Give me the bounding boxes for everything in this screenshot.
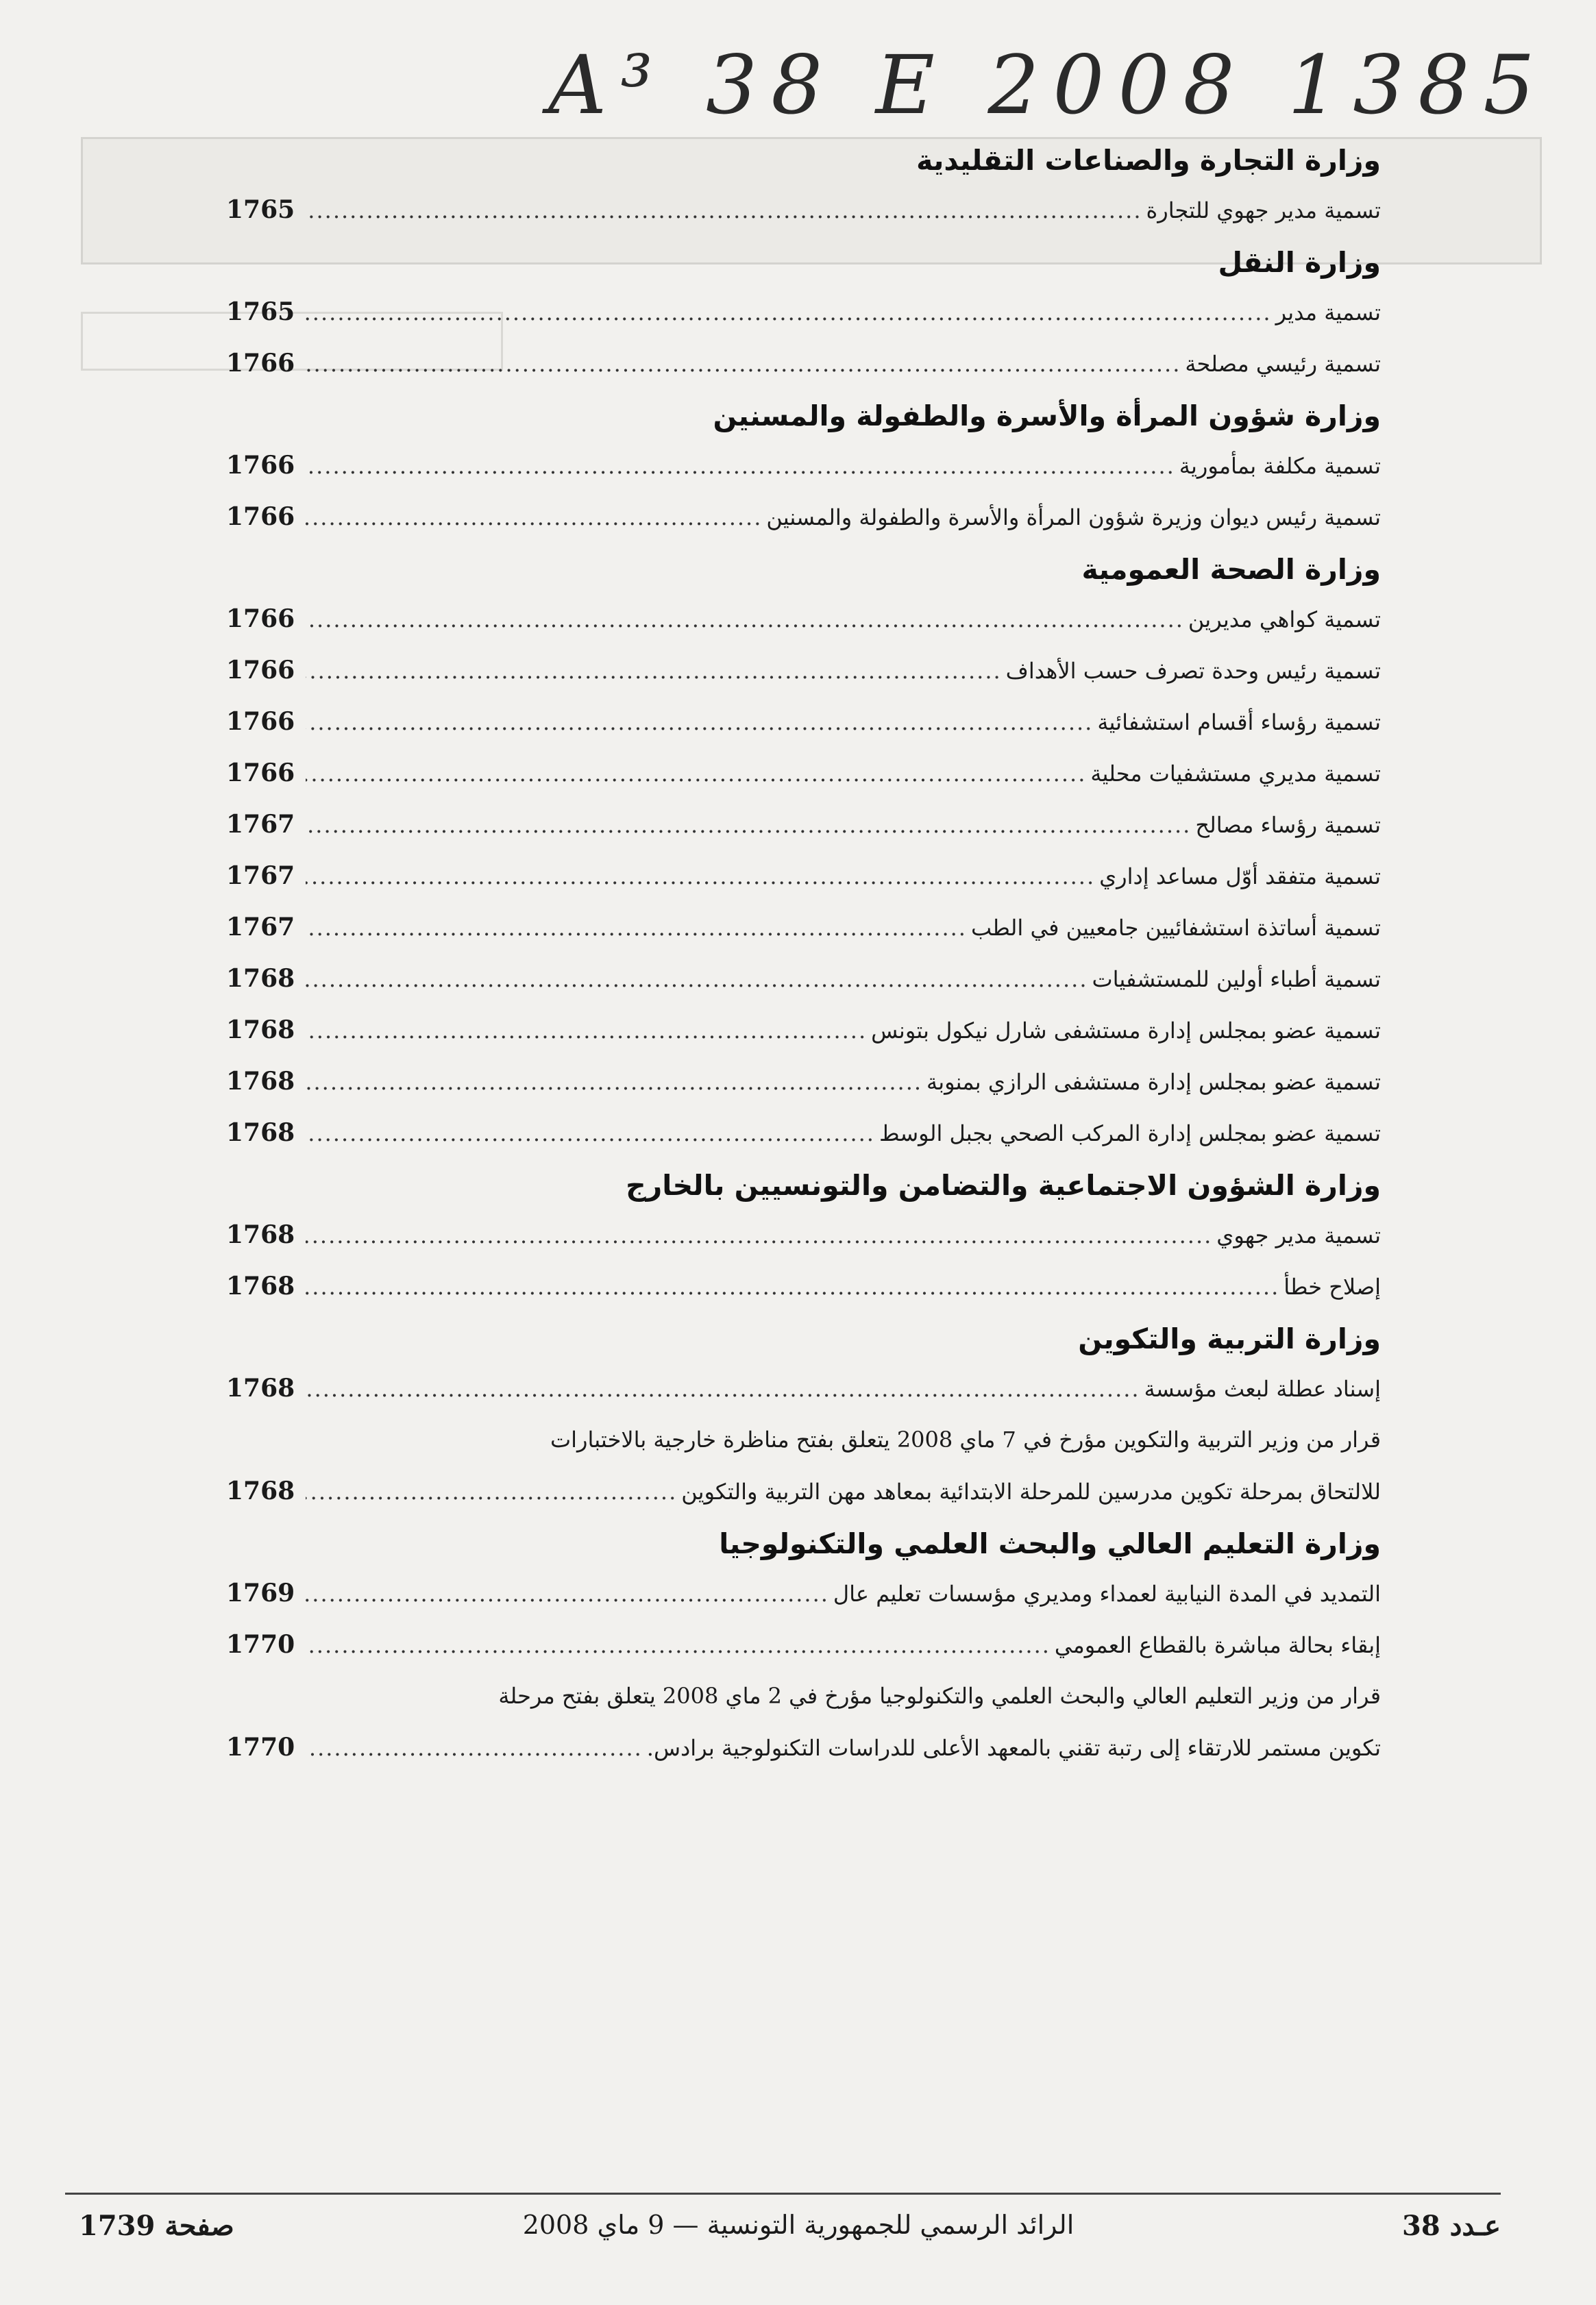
ministry-heading: وزارة التعليم العالي والبحث العلمي والتكنولوجيا — [719, 1527, 1381, 1560]
entry-page-number: 1768 — [226, 964, 295, 993]
journal-title: الرائد الرسمي للجمهورية التونسية — 9 ماي 2008 — [522, 2210, 1075, 2240]
toc-entry[interactable] — [226, 1209, 1381, 1261]
entry-title: تسمية رؤساء مصالح — [1195, 812, 1381, 838]
entry-title: إبقاء بحالة مباشرة بالقطاع العمومي — [1054, 1632, 1381, 1658]
toc-entry[interactable] — [226, 748, 1381, 799]
dot-leader — [306, 594, 1184, 645]
handwritten-note: A³ 38 E 2008 1385 — [548, 38, 1549, 132]
ministry-heading: وزارة الشؤون الاجتماعية والتضامن والتونسيين بالخارج — [626, 1169, 1381, 1202]
toc-entry[interactable] — [226, 1619, 1381, 1671]
page-footer — [65, 2193, 1501, 2242]
entry-title: تسمية مدير — [1275, 299, 1381, 325]
toc-entry[interactable] — [226, 491, 1381, 543]
dot-leader — [306, 1261, 1279, 1313]
entry-title: تسمية عضو بمجلس إدارة مستشفى شارل نيكول بتونس — [871, 1018, 1381, 1044]
dot-leader — [306, 1723, 643, 1774]
entry-title: تسمية متفقد أوّل مساعد إداري — [1099, 863, 1381, 889]
entry-page-number: 1767 — [226, 913, 295, 941]
dot-leader — [306, 800, 1191, 851]
entry-title: تسمية كواهي مديرين — [1188, 606, 1381, 632]
toc-entry[interactable] — [226, 338, 1381, 389]
entry-page-number: 1768 — [226, 1015, 295, 1044]
ministry-heading: وزارة التجارة والصناعات التقليدية — [916, 144, 1381, 177]
ministry-heading: وزارة الصحة العمومية — [1081, 553, 1381, 586]
page-number: صفحة 1739 — [79, 2210, 234, 2242]
toc-entry[interactable] — [226, 593, 1381, 645]
entry-page-number: 1766 — [226, 707, 295, 736]
toc-entry[interactable] — [226, 184, 1381, 236]
toc-entry[interactable] — [226, 696, 1381, 748]
toc-entry[interactable] — [226, 1004, 1381, 1056]
dot-leader — [306, 697, 1093, 748]
entry-page-number: 1767 — [226, 861, 295, 890]
entry-page-number: 1767 — [226, 810, 295, 839]
entry-title: تسمية مكلفة بمأمورية — [1179, 453, 1381, 479]
entry-title: تسمية عضو بمجلس إدارة مستشفى الرازي بمنوبة — [926, 1069, 1381, 1095]
ministry-heading: وزارة النقل — [1218, 246, 1381, 279]
entry-page-number: 1768 — [226, 1118, 295, 1147]
ministry-heading: وزارة شؤون المرأة والأسرة والطفولة والمسنين — [713, 399, 1381, 432]
dot-leader — [306, 287, 1272, 338]
entry-title: تسمية أساتذة استشفائيين جامعيين في الطب — [970, 915, 1381, 941]
entry-page-number: 1768 — [226, 1272, 295, 1301]
entry-title: تسمية مديري مستشفيات محلية — [1090, 761, 1381, 787]
entry-title: تسمية مدير جهوي — [1216, 1222, 1381, 1248]
dot-leader — [306, 851, 1095, 902]
dot-leader — [306, 441, 1175, 492]
entry-page-number: 1768 — [226, 1220, 295, 1249]
entry-page-number: 1768 — [226, 1374, 295, 1403]
dot-leader — [306, 1108, 875, 1159]
entry-page-number: 1766 — [226, 349, 295, 378]
dot-leader — [306, 1210, 1212, 1261]
toc-entry[interactable] — [226, 1056, 1381, 1107]
entry-page-number: 1765 — [226, 297, 295, 326]
entry-page-number: 1770 — [226, 1630, 295, 1659]
entry-title: تسمية عضو بمجلس إدارة المركب الصحي بجبل الوسط — [879, 1120, 1381, 1146]
toc-entry[interactable] — [226, 1107, 1381, 1159]
toc-entry[interactable] — [226, 1466, 1381, 1517]
entry-page-number: 1766 — [226, 502, 295, 531]
toc-entry[interactable] — [226, 1261, 1381, 1312]
dot-leader — [306, 1466, 677, 1518]
entry-title: تسمية رئيس وحدة تصرف حسب الأهداف — [1005, 658, 1381, 684]
toc-entry[interactable] — [226, 645, 1381, 696]
dot-leader — [306, 1364, 1140, 1415]
decree-text: قرار من وزير التربية والتكوين مؤرخ في 7 ماي 2008 يتعلق بفتح مناظرة خارجية بالاختبارات — [550, 1427, 1381, 1453]
toc-entry[interactable] — [226, 902, 1381, 953]
entry-page-number: 1766 — [226, 656, 295, 685]
toc-entry[interactable] — [226, 286, 1381, 338]
entry-page-number: 1766 — [226, 759, 295, 787]
toc-entry[interactable] — [226, 799, 1381, 850]
toc-entry[interactable] — [226, 1722, 1381, 1773]
decree-text: للالتحاق بمرحلة تكوين مدرسين للمرحلة الابتدائية بمعاهد مهن التربية والتكوين — [681, 1479, 1381, 1505]
dot-leader — [306, 1057, 922, 1108]
entry-title: تسمية رئيسي مصلحة — [1185, 351, 1381, 377]
entry-page-number: 1769 — [226, 1579, 295, 1607]
entry-page-number: 1768 — [226, 1477, 295, 1505]
entry-page-number: 1766 — [226, 451, 295, 480]
entry-title: إصلاح خطأ — [1284, 1274, 1381, 1300]
entry-title: تسمية رؤساء أقسام استشفائية — [1097, 709, 1381, 735]
entry-page-number: 1765 — [226, 195, 295, 224]
entry-title: التمديد في المدة النيابية لعمداء ومديري مؤسسات تعليم عال — [833, 1581, 1381, 1607]
dot-leader — [306, 1568, 829, 1620]
entry-title: إسناد عطلة لبعث مؤسسة — [1144, 1376, 1381, 1402]
entry-page-number: 1768 — [226, 1067, 295, 1096]
dot-leader — [306, 954, 1088, 1005]
issue-number: عـدد 38 — [1402, 2210, 1501, 2242]
toc-entry[interactable] — [226, 1568, 1381, 1619]
dot-leader — [306, 645, 1002, 697]
toc-entry[interactable] — [226, 440, 1381, 491]
dot-leader — [306, 185, 1142, 236]
entry-title: تسمية أطباء أولين للمستشفيات — [1092, 966, 1381, 992]
table-of-contents — [226, 140, 1381, 1773]
decree-text: قرار من وزير التعليم العالي والبحث العلمي والتكنولوجيا مؤرخ في 2 ماي 2008 يتعلق بفتح مرحلة — [498, 1683, 1381, 1709]
entry-title: تسمية رئيس ديوان وزيرة شؤون المرأة والأسرة والطفولة والمسنين — [766, 504, 1381, 530]
toc-entry[interactable] — [226, 1363, 1381, 1414]
dot-leader — [306, 1005, 867, 1057]
entry-page-number: 1766 — [226, 604, 295, 633]
ministry-heading: وزارة التربية والتكوين — [1078, 1322, 1381, 1355]
entry-title: تسمية مدير جهوي للتجارة — [1146, 197, 1381, 223]
dot-leader — [306, 338, 1181, 390]
dot-leader — [306, 1620, 1051, 1671]
dot-leader — [306, 902, 967, 954]
entry-page-number: 1770 — [226, 1733, 295, 1762]
dot-leader — [306, 748, 1086, 800]
dot-leader — [306, 492, 762, 543]
toc-entry[interactable] — [226, 850, 1381, 902]
decree-text: تكوين مستمر للارتقاء إلى رتبة تقني بالمعهد الأعلى للدراسات التكنولوجية برادس. — [646, 1735, 1381, 1761]
toc-entry[interactable] — [226, 953, 1381, 1004]
